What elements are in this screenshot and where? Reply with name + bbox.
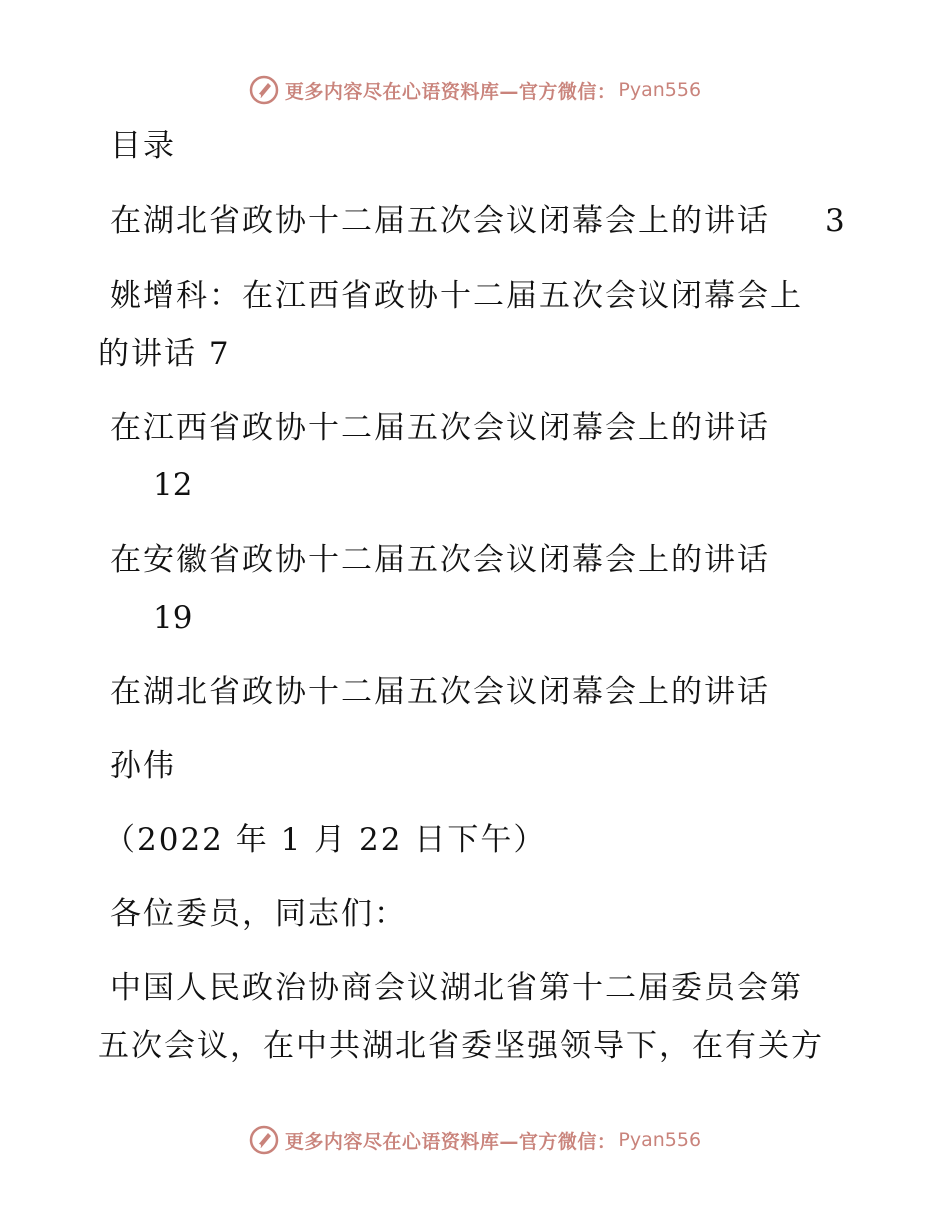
watermark-banner-bottom [0, 1120, 950, 1160]
toc-entry-2-title-line2-text: 的讲话 [98, 336, 197, 372]
toc-entry-3-title: 在江西省政协十二届五次会议闭幕会上的讲话 [110, 410, 770, 446]
speech-salutation: 各位委员，同志们： [110, 896, 407, 932]
watermark-banner-top [0, 70, 950, 110]
toc-entry-4-title: 在安徽省政协十二届五次会议闭幕会上的讲话 [110, 542, 770, 578]
speech-author: 孙伟 [110, 748, 176, 784]
toc-entry-1-page: 3 [825, 203, 845, 239]
toc-entry-2-title-line1: 姚增科：在江西省政协十二届五次会议闭幕会上 [110, 278, 803, 314]
toc-entry-3-page: 12 [153, 467, 193, 503]
watermark-wechat-id: Pyan556 [618, 1129, 702, 1151]
watermark-wechat-id: Pyan556 [618, 79, 702, 101]
toc-entry-2-title-line2 [98, 334, 231, 374]
speech-body-line-1: 中国人民政治协商会议湖北省第十二届委员会第 [110, 970, 803, 1006]
watermark-text: 更多内容尽在心语资料库—官方微信： [284, 1130, 617, 1153]
pen-logo-icon [249, 1125, 279, 1155]
pen-logo-icon [249, 75, 279, 105]
toc-entry-2-page: 7 [208, 336, 231, 372]
toc-entry-4-page: 19 [153, 600, 193, 636]
speech-title: 在湖北省政协十二届五次会议闭幕会上的讲话 [110, 674, 770, 710]
watermark-text: 更多内容尽在心语资料库—官方微信： [284, 80, 617, 103]
toc-title: 目录 [110, 128, 176, 164]
toc-entry-1-title: 在湖北省政协十二届五次会议闭幕会上的讲话 [110, 203, 770, 239]
speech-date: （2022 年 1 月 22 日下午） [104, 822, 547, 858]
speech-body-line-2: 五次会议，在中共湖北省委坚强领导下，在有关方 [98, 1028, 824, 1064]
